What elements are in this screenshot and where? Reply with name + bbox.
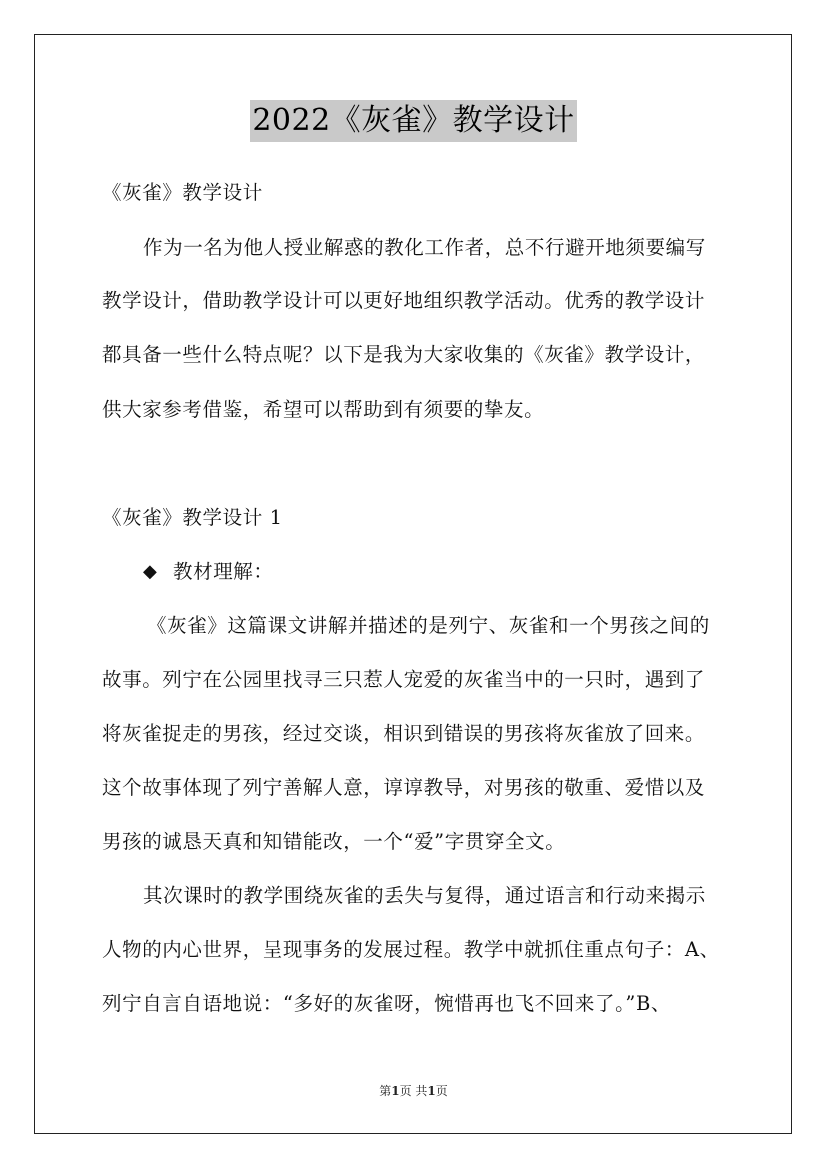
- paragraph-line: 教学设计，借助教学设计可以更好地组织教学活动。优秀的教学设计: [102, 289, 706, 312]
- footer-page-number: 1: [391, 1084, 400, 1098]
- paragraph-line: 人物的内心世界，呈现事务的发展过程。教学中就抓住重点句子：A、: [102, 938, 720, 961]
- paragraph-line: 列宁自言自语地说：“多好的灰雀呀，惋惜再也飞不回来了。”B、: [102, 992, 672, 1015]
- paragraph-line: 将灰雀捉走的男孩，经过交谈，相识到错误的男孩将灰雀放了回来。: [102, 722, 706, 745]
- section-heading: 《灰雀》教学设计: [102, 181, 263, 204]
- paragraph-line: 这个故事体现了列宁善解人意，谆谆教导，对男孩的敬重、爱惜以及: [102, 776, 706, 799]
- bullet-heading: 教材理解：: [173, 560, 274, 583]
- document-title: 2022《灰雀》教学设计: [250, 100, 576, 142]
- paragraph-line: 《灰雀》这篇课文讲解并描述的是列宁、灰雀和一个男孩之间的: [147, 614, 710, 637]
- footer-page-total: 1: [427, 1084, 436, 1098]
- paragraph-line: 故事。列宁在公园里找寻三只惹人宠爱的灰雀当中的一只时，遇到了: [102, 668, 706, 691]
- footer-page-prefix: 第: [379, 1084, 392, 1098]
- section-heading: 《灰雀》教学设计 1: [102, 506, 283, 529]
- diamond-bullet-icon: ◆: [143, 561, 157, 582]
- footer-page-suffix: 页: [435, 1084, 448, 1098]
- title-container: [0, 100, 827, 142]
- footer-page-mid: 页 共: [399, 1084, 428, 1098]
- paragraph-line: 供大家参考借鉴，希望可以帮助到有须要的挚友。: [102, 398, 545, 421]
- page-footer: [0, 1083, 827, 1099]
- paragraph-line: 作为一名为他人授业解惑的教化工作者，总不行避开地须要编写: [143, 236, 706, 259]
- paragraph-line: 其次课时的教学围绕灰雀的丢失与复得，通过语言和行动来揭示: [143, 884, 706, 907]
- paragraph-line: 都具备一些什么特点呢？以下是我为大家收集的《灰雀》教学设计，: [102, 343, 706, 366]
- paragraph-line: 男孩的诚恳天真和知错能改，一个“爱”字贯穿全文。: [102, 830, 566, 853]
